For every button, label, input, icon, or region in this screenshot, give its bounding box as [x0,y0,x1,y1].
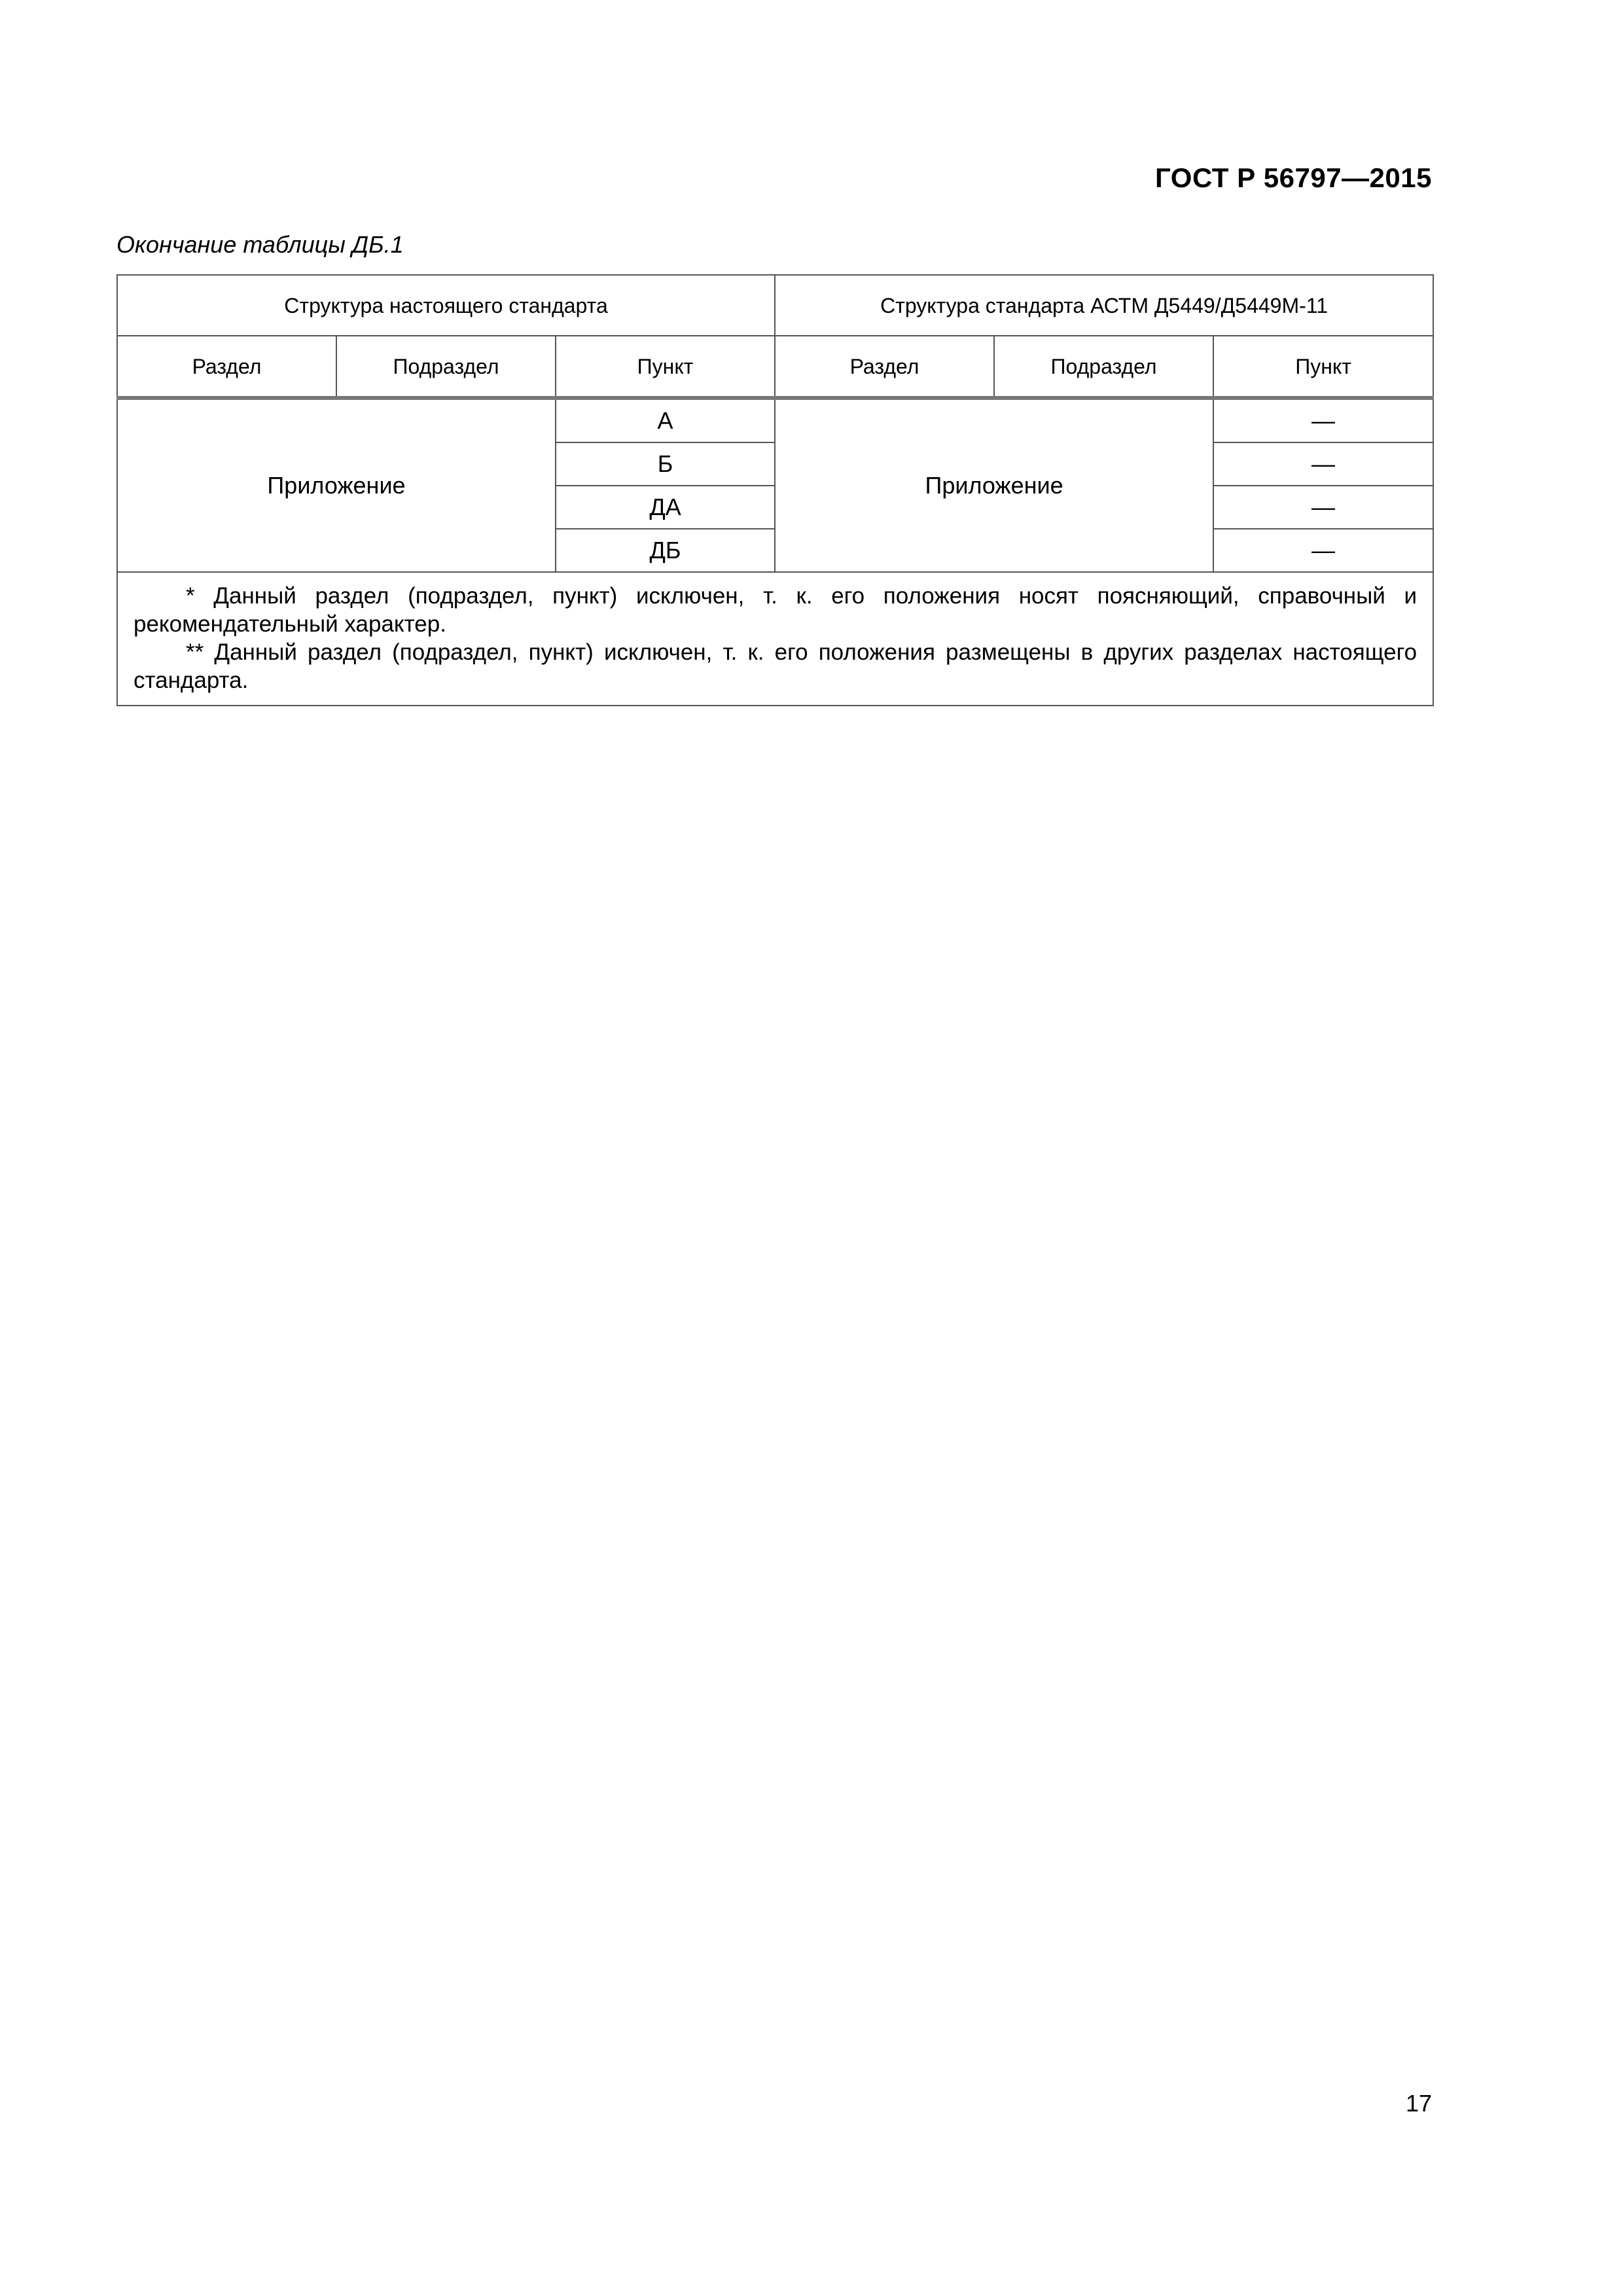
structure-comparison-table [116,274,1434,706]
right-item-cell: — [1213,486,1433,529]
left-item-cell: ДА [556,486,775,529]
right-item-cell: — [1213,529,1433,572]
left-appendix-cell: Приложение [117,398,556,572]
table-notes [117,572,1433,706]
group-header-current-standard: Структура настоящего стандарта [117,275,775,336]
right-item-cell: — [1213,398,1433,442]
footnote-single-asterisk: * Данный раздел (подраздел, пункт) исключен, т. к. его положения носят поясняющий, справочный и рекомендательный характер. [134,583,1418,637]
notes-row [117,572,1433,706]
group-header-row [117,275,1433,336]
group-header-astm-standard: Структура стандарта АСТМ Д5449/Д5449М-11 [775,275,1433,336]
left-item-cell: ДБ [556,529,775,572]
table-caption: Окончание таблицы ДБ.1 [116,231,404,258]
table-row [117,398,1433,442]
left-item-cell: А [556,398,775,442]
column-header-subsection: Подраздел [336,336,556,398]
document-code: ГОСТ Р 56797—2015 [1155,162,1432,193]
column-header-subsection: Подраздел [994,336,1213,398]
right-item-cell: — [1213,442,1433,486]
right-appendix-cell: Приложение [775,398,1213,572]
column-header-item: Пункт [556,336,775,398]
column-header-section: Раздел [775,336,994,398]
column-header-item: Пункт [1213,336,1433,398]
column-header-section: Раздел [117,336,336,398]
footnote-double-asterisk: ** Данный раздел (подраздел, пункт) исключен, т. к. его положения размещены в других разделах настоящего стандарта. [134,639,1418,693]
column-header-row [117,336,1433,398]
page-number: 17 [1405,2090,1432,2117]
left-item-cell: Б [556,442,775,486]
